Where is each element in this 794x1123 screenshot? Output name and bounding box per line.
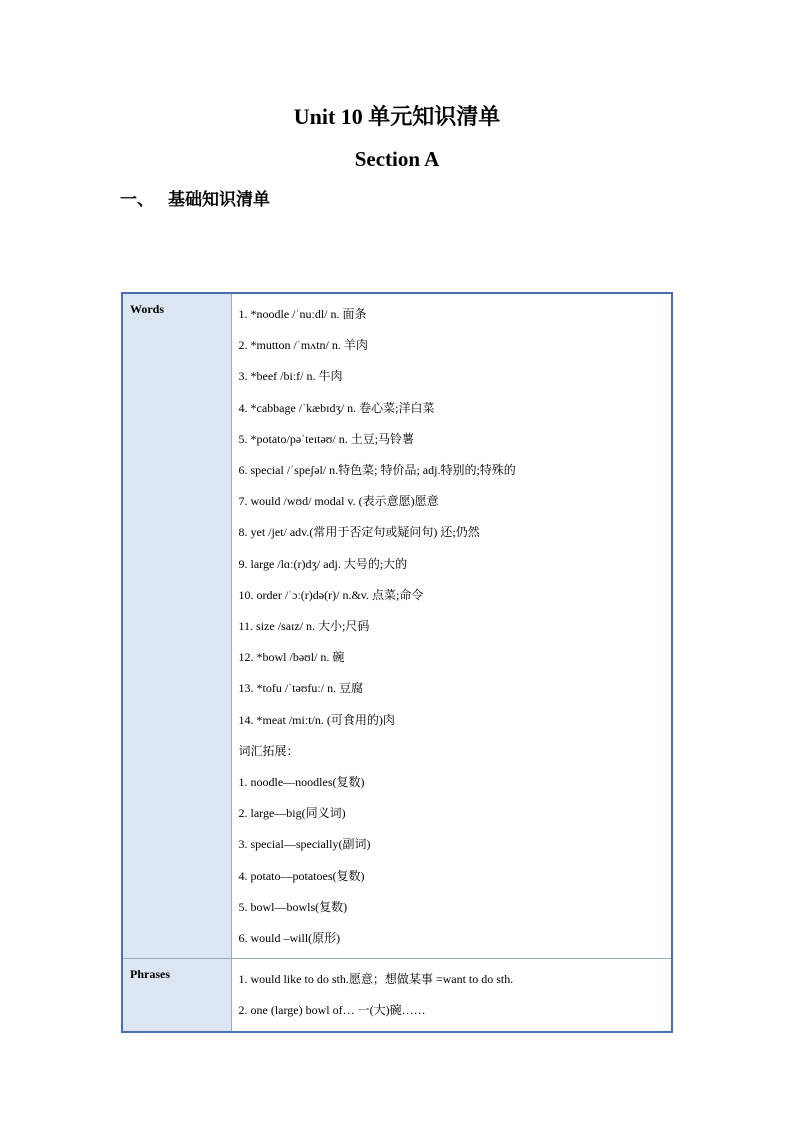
extension-title: 词汇拓展： xyxy=(238,743,299,758)
phrase-item: 1. would like to do sth.愿意；想做某事 =want to do sth. xyxy=(238,972,514,987)
word-item: 9. large /lɑː(r)dʒ/ adj. 大号的;大的 xyxy=(238,556,408,571)
extension-item: 1. noodle—noodles(复数) xyxy=(238,775,365,790)
section-heading xyxy=(120,186,270,214)
word-item: 2. *mutton /ˈmʌtn/ n. 羊肉 xyxy=(238,338,368,353)
extension-item: 4. potato—potatoes(复数) xyxy=(238,868,365,883)
section-heading-text: 基础知识清单 xyxy=(168,190,270,210)
phrases-row xyxy=(122,959,672,1032)
word-item: 8. yet /jet/ adv.(常用于否定句或疑问句) 还;仍然 xyxy=(238,525,480,540)
phrases-content xyxy=(231,959,672,1032)
document-subtitle: Section A xyxy=(354,147,440,171)
word-item: 1. *noodle /ˈnuːdl/ n. 面条 xyxy=(238,307,367,321)
word-item: 7. would /wʊd/ modal v. (表示意愿)愿意 xyxy=(238,494,439,509)
word-item: 12. *bowl /bəʊl/ n. 碗 xyxy=(238,650,345,665)
phrases-label: Phrases xyxy=(122,959,231,1032)
word-item: 10. order /ˈɔː(r)də(r)/ n.&v. 点菜;命令 xyxy=(238,587,424,602)
document-title: Unit 10 单元知识清单 xyxy=(293,104,501,129)
words-label: Words xyxy=(122,293,231,959)
phrase-item: 2. one (large) bowl of… 一(大)碗…… xyxy=(238,1003,426,1018)
word-item: 3. *beef /biːf/ n. 牛肉 xyxy=(238,369,343,384)
word-item: 5. *potato/pəˈteɪtəʊ/ n. 土豆;马铃薯 xyxy=(238,431,415,446)
words-content xyxy=(231,293,672,959)
extension-item: 5. bowl—bowls(复数) xyxy=(238,899,348,914)
word-item: 11. size /saɪz/ n. 大小;尺码 xyxy=(238,619,370,634)
extension-item: 6. would –will(原形) xyxy=(238,931,341,946)
word-item: 14. *meat /miːt/n. (可食用的)肉 xyxy=(238,712,395,727)
section-number: 一、 xyxy=(120,190,154,210)
word-item: 6. special /ˈspeʃəl/ n.特色菜; 特价品; adj.特别的;特殊的 xyxy=(238,463,516,478)
words-row xyxy=(122,293,672,959)
word-item: 13. *tofu /ˈtəʊfuː/ n. 豆腐 xyxy=(238,681,364,696)
extension-item: 3. special—specially(副词) xyxy=(238,837,371,852)
word-item: 4. *cabbage /ˈkæbɪdʒ/ n. 卷心菜;洋白菜 xyxy=(238,400,435,415)
extension-item: 2. large—big(同义词) xyxy=(238,806,346,821)
knowledge-table xyxy=(121,292,673,1033)
